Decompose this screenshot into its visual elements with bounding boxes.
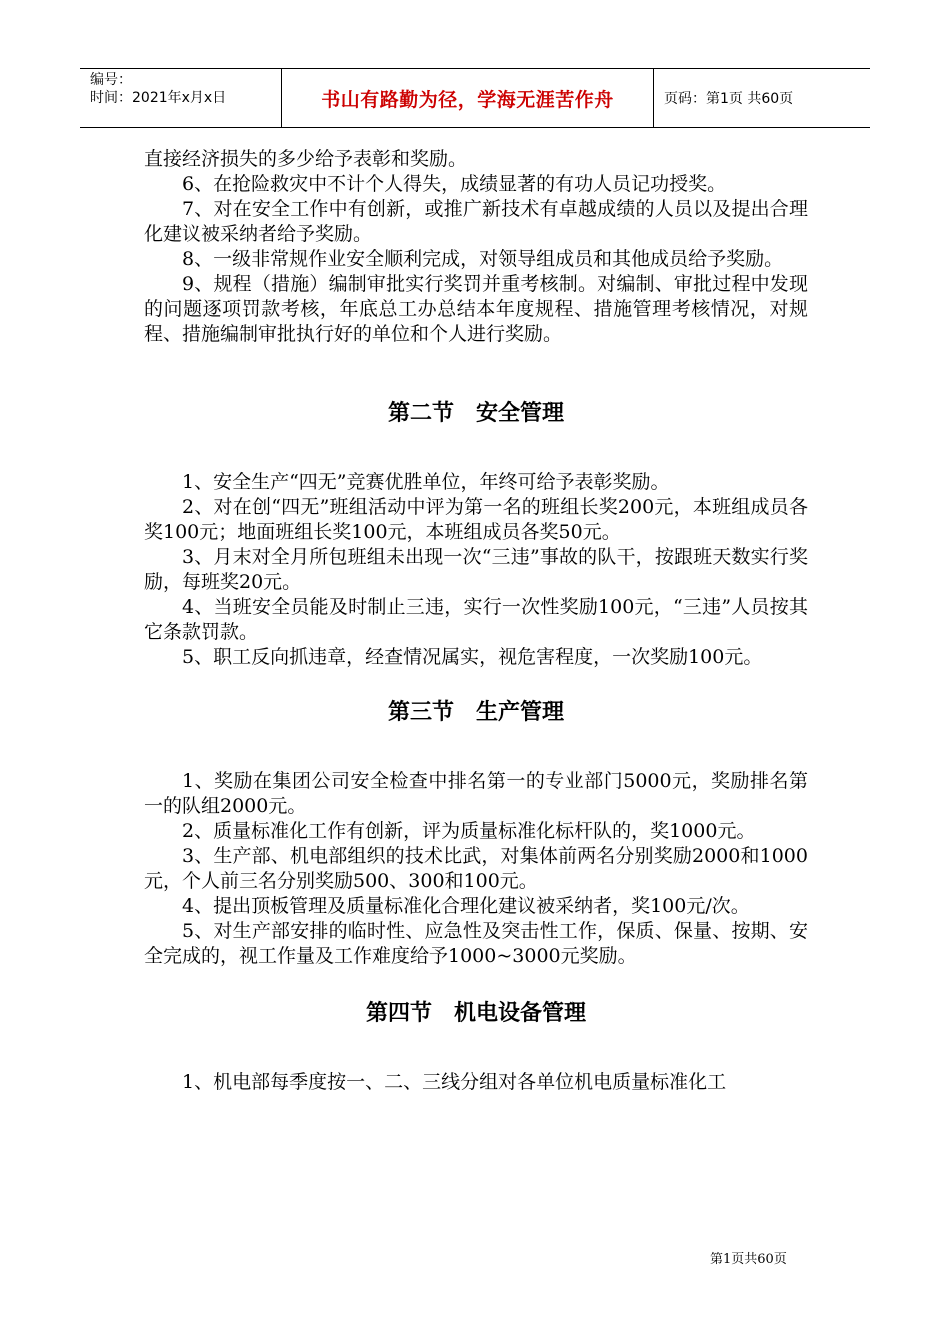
section-title-safety: 第二节 安全管理 bbox=[387, 401, 564, 426]
paragraph: 4、当班安全员能及时制止三违，实行一次性奖励100元，“三违”人员按其它条款罚款。 bbox=[144, 596, 808, 643]
header-page-info: 页码：第1页 共60页 bbox=[664, 91, 794, 107]
paragraph: 5、对生产部安排的临时性、应急性及突击性工作，保质、保量、按期、安全完成的，视工作量及工作难度给予1000~3000元奖励。 bbox=[144, 920, 808, 967]
header-left-cell bbox=[80, 69, 282, 127]
paragraph: 1、奖励在集团公司安全检查中排名第一的专业部门5000元，奖励排名第一的队组2000元。 bbox=[144, 770, 808, 817]
paragraph: 3、月末对全月所包班组未出现一次“三违”事故的队干，按跟班天数实行奖励，每班奖20元。 bbox=[144, 546, 808, 593]
paragraph: 2、对在创“四无”班组活动中评为第一名的班组长奖200元，本班组成员各奖100元；地面班组长奖100元，本班组成员各奖50元。 bbox=[144, 496, 808, 543]
paragraph: 1、机电部每季度按一、二、三线分组对各单位机电质量标准化工 bbox=[182, 1071, 727, 1093]
section-title-production: 第三节 生产管理 bbox=[387, 700, 564, 725]
paragraph: 5、职工反向抓违章，经查情况属实，视危害程度，一次奖励100元。 bbox=[182, 646, 763, 668]
page-header bbox=[80, 68, 870, 128]
paragraph: 9、规程（措施）编制审批实行奖罚并重考核制。对编制、审批过程中发现的问题逐项罚款考核，年底总工办总结本年度规程、措施管理考核情况，对规程、措施编制审批执行好的单位和个人进行奖励。 bbox=[144, 273, 808, 345]
paragraph: 6、在抢险救灾中不计个人得失，成绩显著的有功人员记功授奖。 bbox=[182, 173, 727, 195]
paragraph: 4、提出顶板管理及质量标准化合理化建议被采纳者，奖100元/次。 bbox=[182, 895, 750, 917]
serial-label: 编号： bbox=[90, 72, 132, 88]
page-footer: 第1页共60页 bbox=[710, 1252, 787, 1267]
date-text: 时间：2021年x月x日 bbox=[90, 90, 227, 106]
paragraph: 7、对在安全工作中有创新，或推广新技术有卓越成绩的人员以及提出合理化建议被采纳者给予奖励。 bbox=[144, 198, 808, 245]
paragraph: 1、安全生产“四无”竞赛优胜单位，年终可给予表彰奖励。 bbox=[182, 471, 670, 493]
paragraph: 3、生产部、机电部组织的技术比武，对集体前两名分别奖励2000和1000元，个人前三名分别奖励500、300和100元。 bbox=[144, 845, 808, 892]
paragraph: 直接经济损失的多少给予表彰和奖励。 bbox=[144, 148, 468, 170]
document-body bbox=[144, 147, 808, 1095]
paragraph: 2、质量标准化工作有创新，评为质量标准化标杆队的，奖1000元。 bbox=[182, 820, 756, 842]
header-motto: 书山有路勤为径，学海无涯苦作舟 bbox=[282, 69, 654, 127]
section-title-equipment: 第四节 机电设备管理 bbox=[365, 1001, 586, 1026]
paragraph: 8、一级非常规作业安全顺利完成，对领导组成员和其他成员给予奖励。 bbox=[182, 248, 784, 270]
